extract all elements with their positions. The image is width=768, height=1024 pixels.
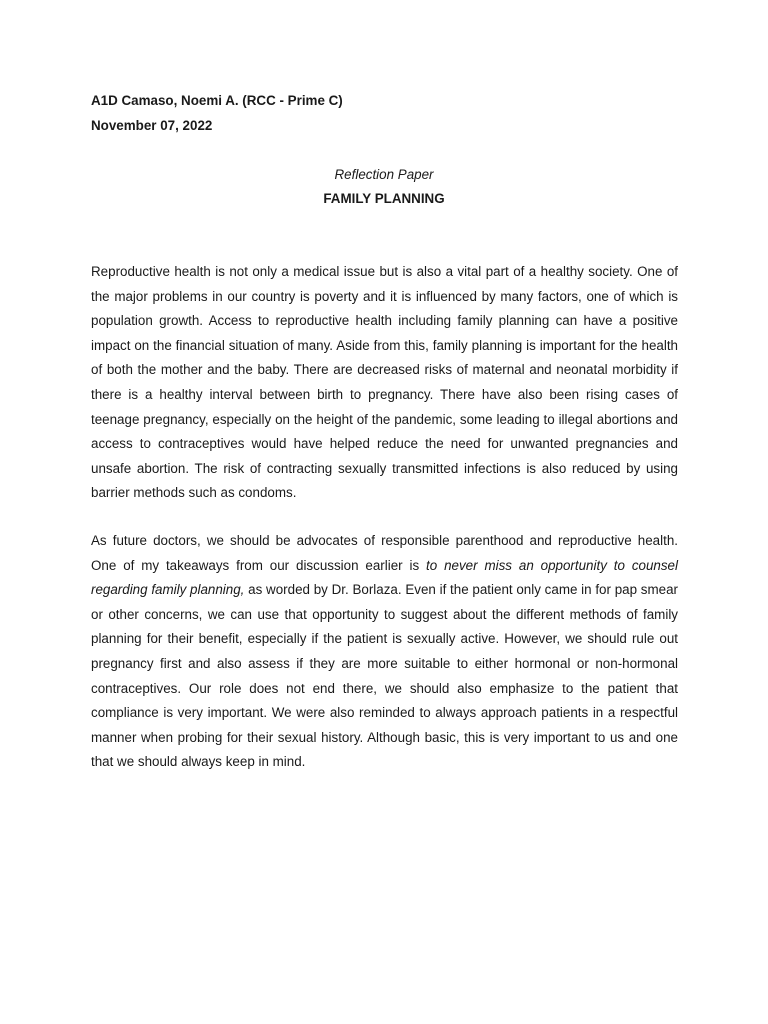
document-title: FAMILY PLANNING <box>323 191 445 206</box>
paragraph-2-emphasis: to never miss an opportunity to counsel regarding family planning, <box>91 557 678 598</box>
paragraph-2-continuation: as worded by Dr. Borlaza. Even if the patient only came in for pap smear or other concerns, we can use that opportunity to suggest about the different methods of family planning for their benefit, especially if the patient is sexually active. However, we should rule out pregnancy first and also assess if they are more suitable to either hormonal or non-hormonal contraceptives. Our role does not end there, we should also emphasize to the patient that compliance is very important. We were also reminded to always approach patients in a respectful manner when probing for their sexual history. Although basic, this is very important to us and one that we should always keep in mind. <box>91 582 679 770</box>
author-line: A1D Camaso, Noemi A. (RCC - Prime C) <box>91 93 343 108</box>
document-subtitle: Reflection Paper <box>334 167 434 182</box>
body-paragraph-2 <box>91 529 678 775</box>
body-paragraph-1: Reproductive health is not only a medical issue but is also a vital part of a healthy society. One of the major problems in our country is poverty and it is influenced by many factors, one of which is population growth. Access to reproductive health including family planning can have a positive impact on the financial situation of many. Aside from this, family planning is important for the health of both the mother and the baby. There are decreased risks of maternal and neonatal morbidity if there is a healthy interval between birth to pregnancy. There have also been rising cases of teenage pregnancy, especially on the height of the pandemic, some leading to illegal abortions and access to contraceptives would have helped reduce the need for unwanted pregnancies and unsafe abortion. The risk of contracting sexually transmitted infections is also reduced by using barrier methods such as condoms. <box>91 264 678 501</box>
paragraph-2-intro: As future doctors, we should be advocates of responsible parenthood and reproductive health. One of my takeaways from our discussion earlier is <box>91 533 678 573</box>
date-line: November 07, 2022 <box>91 118 213 133</box>
